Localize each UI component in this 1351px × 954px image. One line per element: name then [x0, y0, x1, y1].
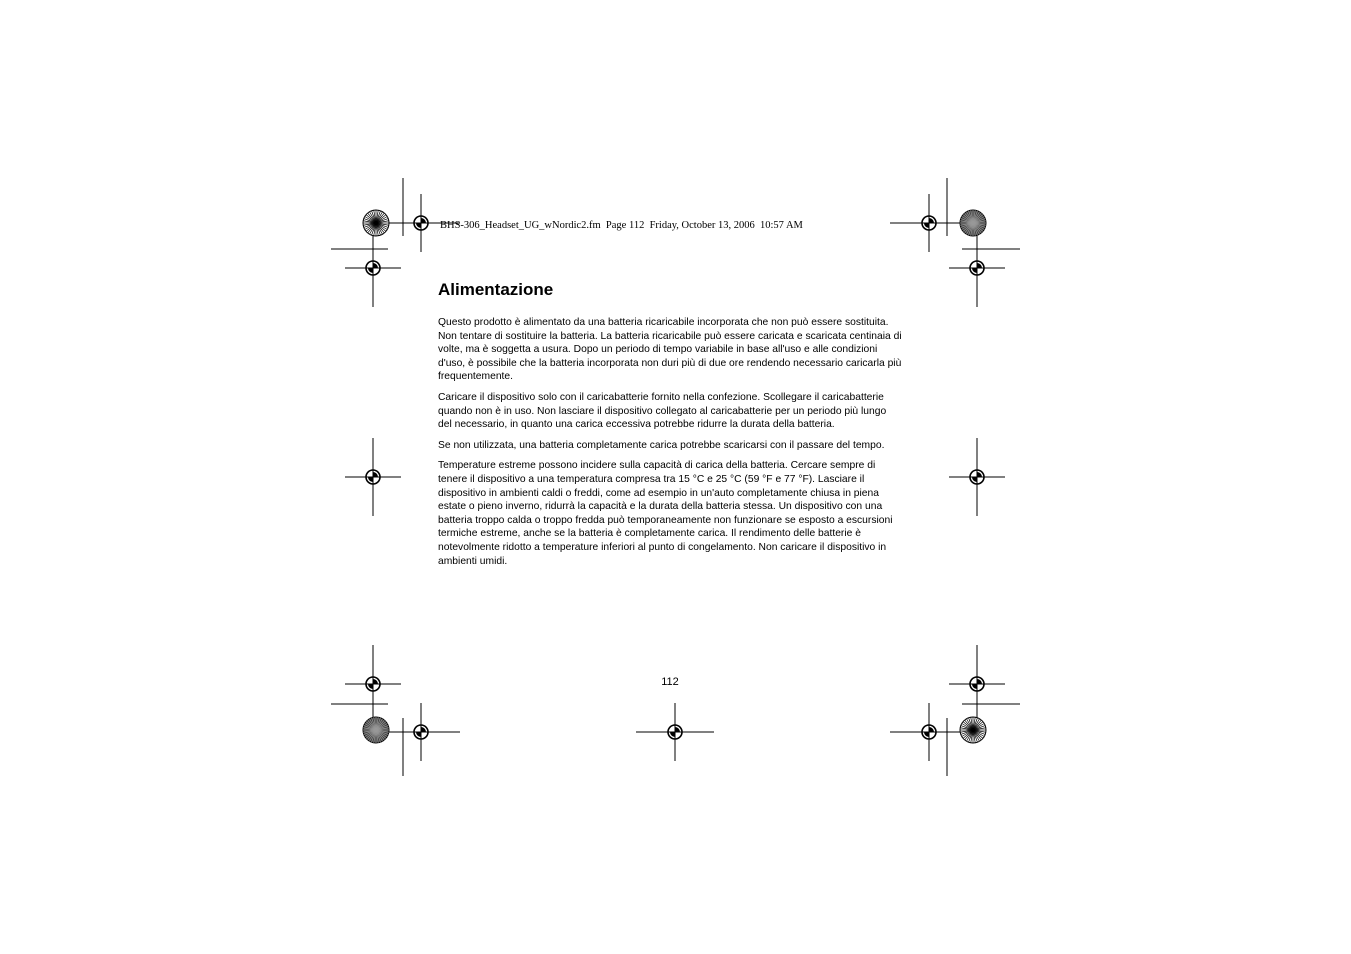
star-target-mark: [363, 210, 389, 236]
registration-mark: [345, 229, 401, 307]
paragraph: Se non utilizzata, una batteria completamente carica potrebbe scaricarsi con il passare del tempo.: [438, 439, 885, 451]
page-content: [438, 280, 902, 575]
registration-mark: [890, 703, 968, 761]
registration-mark: [949, 438, 1005, 516]
star-target-mark: [960, 717, 986, 743]
paragraph: Questo prodotto è alimentato da una batteria ricaricabile incorporata che non può essere sostituita. Non tentare di sostituire la batteria. La batteria ricaricabile può essere caricata e scaricata centinaia di volte, ma è soggetta a usura. Dopo un periodo di tempo variabile in base all'uso e alle condizioni d'uso, è possibile che la batteria incorporata non duri più di due ore rendendo necessario caricarla più frequentemente.: [438, 317, 902, 383]
page-number: 112: [661, 676, 679, 688]
registration-mark: [345, 645, 401, 723]
registration-mark: [890, 194, 968, 252]
star-target-mark: [960, 210, 986, 236]
registration-mark: [382, 703, 460, 761]
registration-mark: [949, 229, 1005, 307]
registration-mark: [345, 438, 401, 516]
paragraph: Temperature estreme possono incidere sulla capacità di carica della batteria. Cercare sempre di tenere il dispositivo a una temperatura compresa tra 15 °C e 25 °C (59 °F e 77 °F). Lasciare il dispositivo in ambienti caldi o freddi, come ad esempio in un'auto completamente chiusa in piena estate o pieno inverno, ridurrà la capacità e la durata della batteria stessa. Un dispositivo con una batteria troppo calda o troppo fredda può temporaneamente non funzionare se esposto a escursioni termiche estreme, anche se la batteria è completamente carica. Il rendimento delle batterie è notevolmente ridotto a temperature inferiori al punto di congelamento. Non caricare il dispositivo in ambienti umidi.: [438, 460, 893, 567]
section-title: Alimentazione: [438, 280, 554, 299]
registration-mark: [949, 645, 1005, 723]
file-info-header: BHS-306_Headset_UG_wNordic2.fm Page 112 Friday, October 13, 2006 10:57 AM: [440, 220, 803, 231]
star-target-mark: [363, 717, 389, 743]
registration-mark: [636, 703, 714, 761]
paragraph: Caricare il dispositivo solo con il caricabatterie fornito nella confezione. Scollegare il caricabatterie quando non è in uso. Non lasciare il dispositivo collegato al caricabatterie per un periodo più lungo del necessario, in quanto una carica eccessiva potrebbe ridurre la durata della batteria.: [438, 391, 887, 431]
